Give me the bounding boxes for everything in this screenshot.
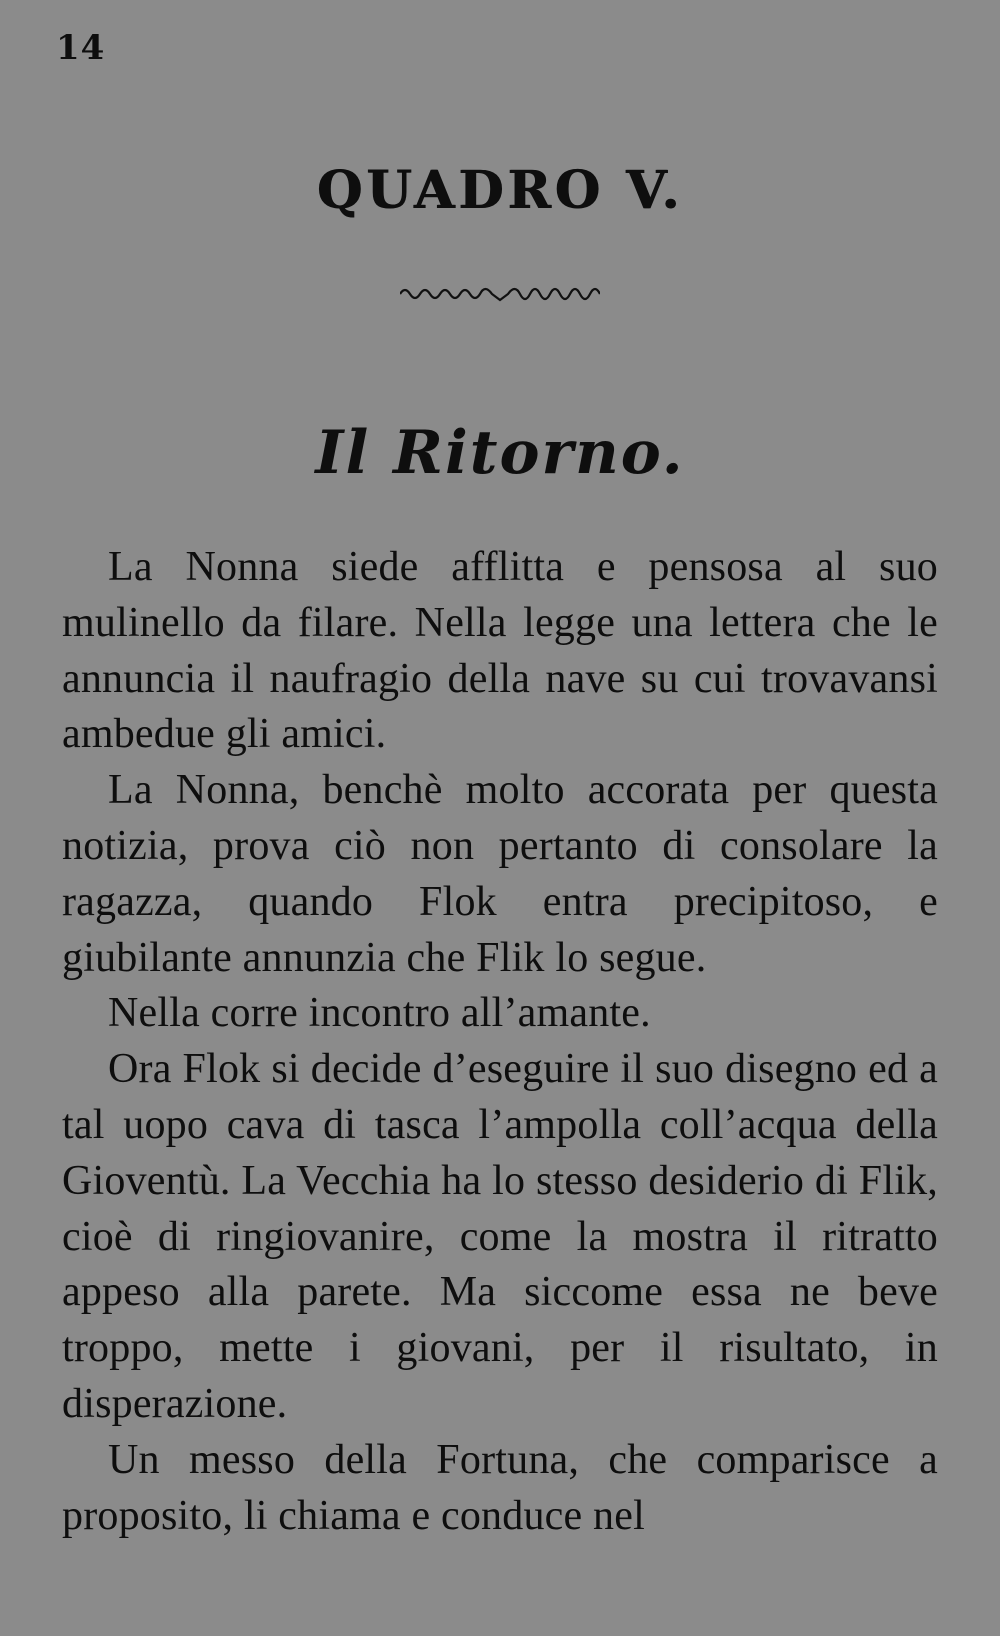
section-title: Il Ritorno. bbox=[315, 418, 685, 488]
paragraph: Nella corre incontro all’amante. bbox=[108, 990, 651, 1037]
paragraph: La Nonna, benchè molto accorata per questa notizia, prova ciò non pertanto di consolare la ragazza, quando Flok entra precipitoso, e giubilante annunzia che Flik lo segue. bbox=[62, 767, 938, 981]
paragraph: La Nonna siede afflitta e pensosa al suo mulinello da filare. Nella legge una lettera che le annuncia il naufragio della nave su cui trovavansi ambedue gli amici. bbox=[62, 544, 938, 758]
paragraph: Un messo della Fortuna, che comparisce a proposito, li chiama e conduce nel bbox=[62, 1436, 938, 1539]
chapter-heading: QUADRO V. bbox=[316, 160, 684, 221]
page-number: 14 bbox=[56, 28, 106, 68]
paragraph: Ora Flok si decide d’eseguire il suo disegno ed a tal uopo cava di tasca l’ampolla coll’acqua della Gioventù. La Vecchia ha lo stesso desiderio di Flik, cioè di ringiovanire, come la mostra il ritratto appeso alla parete. Ma siccome essa ne beve troppo, mette i giovani, per il risultato, in disperazione. bbox=[62, 1046, 938, 1427]
body-text bbox=[62, 540, 938, 1544]
decorative-wave-rule bbox=[400, 282, 600, 306]
